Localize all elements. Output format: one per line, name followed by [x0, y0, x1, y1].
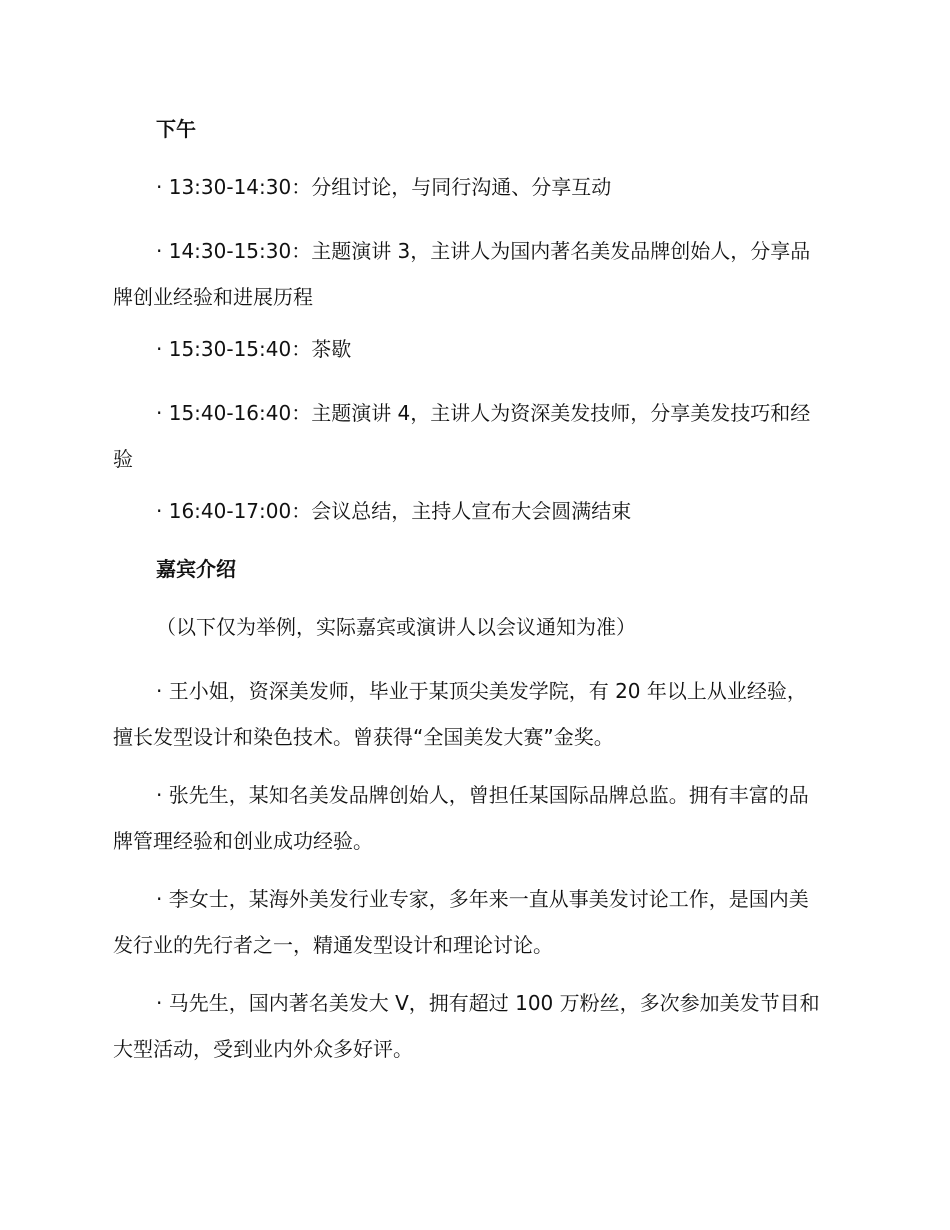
guests-note: （以下仅为举例，实际嘉宾或演讲人以会议通知为准）: [156, 615, 636, 639]
schedule-item: · 15:40-16:40：主题演讲 4，主讲人为资深美发技师，分享美发技巧和经验: [113, 401, 811, 471]
schedule-item: · 13:30-14:30：分组讨论，与同行沟通、分享互动: [156, 175, 612, 199]
afternoon-heading: 下午: [156, 117, 196, 141]
guests-heading: 嘉宾介绍: [156, 557, 236, 581]
guest-item: · 张先生，某知名美发品牌创始人，曾担任某国际品牌总监。拥有丰富的品牌管理经验和创业成功经验。: [113, 783, 809, 853]
guest-item: · 马先生，国内著名美发大 V，拥有超过 100 万粉丝，多次参加美发节目和大型活动，受到业内外众多好评。: [113, 991, 820, 1061]
guest-item: · 王小姐，资深美发师，毕业于某顶尖美发学院，有 20 年以上从业经验，擅长发型设计和染色技术。曾获得“全国美发大赛”金奖。: [113, 679, 807, 749]
schedule-item: · 14:30-15:30：主题演讲 3，主讲人为国内著名美发品牌创始人，分享品牌创业经验和进展历程: [113, 239, 811, 309]
schedule-item: · 16:40-17:00：会议总结，主持人宣布大会圆满结束: [156, 499, 632, 523]
schedule-item: · 15:30-15:40：茶歇: [156, 337, 352, 361]
guest-item: · 李女士，某海外美发行业专家，多年来一直从事美发讨论工作，是国内美发行业的先行者之一，精通发型设计和理论讨论。: [113, 887, 809, 957]
